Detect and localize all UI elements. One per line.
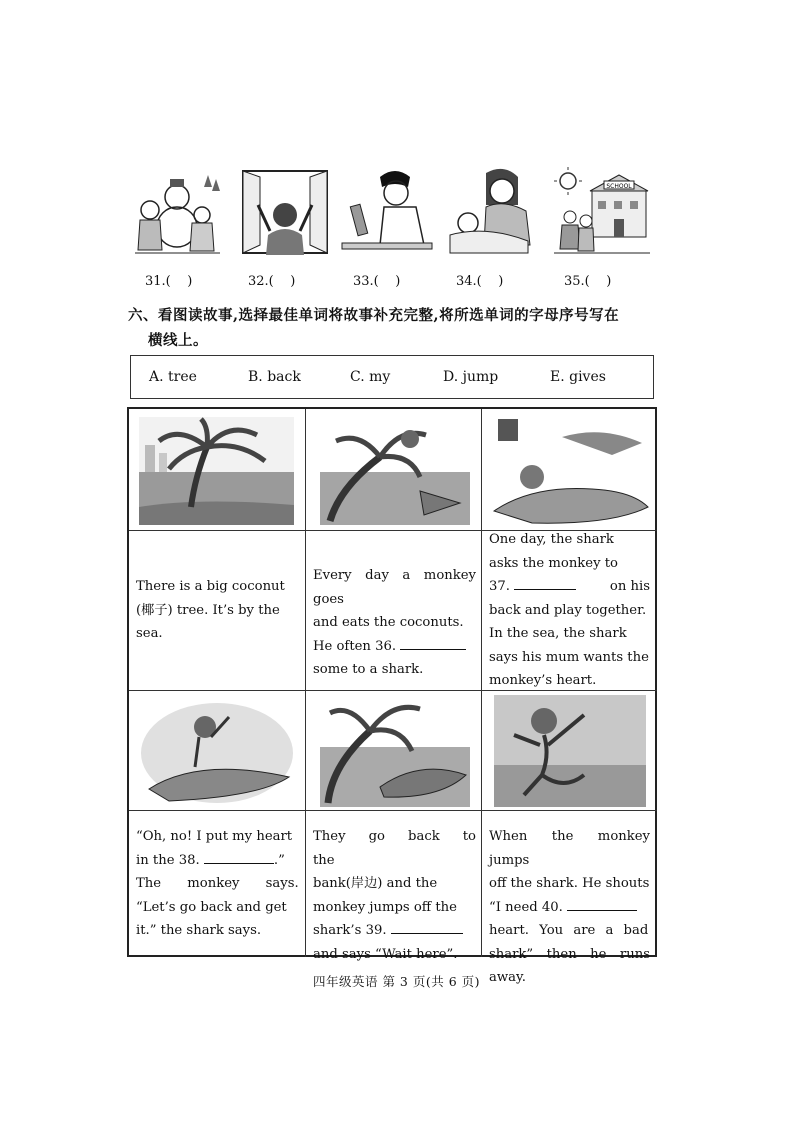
story-picture-5 (306, 691, 482, 811)
story-picture-4 (129, 691, 306, 811)
story-text-cell-6 (482, 811, 657, 985)
c6-line3: “I need 40. (489, 899, 563, 915)
c4-line2-end: .” (273, 852, 285, 868)
c6-line4: heart. You are a bad (489, 923, 649, 938)
c3-line3: 37. (489, 579, 510, 594)
monkey-riding-shark-picture (139, 697, 294, 805)
blank-37[interactable] (514, 575, 576, 590)
blank-39[interactable] (391, 919, 463, 934)
c3-line3b: on his (609, 579, 650, 594)
option-d: D. jump (443, 369, 499, 385)
story-picture-2 (306, 409, 482, 531)
story-text-cell-4 (129, 811, 306, 957)
question-31: 31.( ) (145, 274, 193, 289)
story-text-cell-5 (306, 811, 482, 962)
c3-line1: One day, the shark (489, 532, 614, 547)
story-text-cell-3 (482, 531, 657, 691)
c3-line5: In the sea, the shark (489, 626, 627, 641)
c1-line2: (椰子) tree. It’s by the (136, 602, 280, 618)
reading-boy-picture (340, 165, 435, 257)
c3-line2: asks the monkey to (489, 555, 618, 571)
c4-line1: “Oh, no! I put my heart (136, 829, 293, 844)
c4-line2: in the 38. (136, 852, 200, 868)
monkey-running-picture (494, 695, 646, 807)
blank-40[interactable] (567, 896, 637, 911)
page-footer: 四年级英语 第 3 页(共 6 页) (312, 974, 481, 989)
option-e: E. gives (550, 369, 606, 385)
option-b: B. back (248, 369, 301, 385)
story-text-cell-2 (306, 531, 482, 691)
word-options-box (130, 355, 654, 399)
c5-line2: bank(岸边) and the (313, 876, 438, 891)
c6-line1: When the monkey jumps (489, 829, 650, 868)
c5-line5: and says “Wait here”. (313, 946, 458, 962)
open-window-picture (240, 165, 330, 257)
question-32: 32.( ) (248, 274, 296, 289)
blank-38[interactable] (204, 849, 274, 864)
question-33: 33.( ) (353, 274, 401, 289)
section-six-instruction (128, 303, 668, 353)
c3-line7: monkey’s heart. (489, 673, 597, 688)
monkey-in-tree-picture (320, 417, 470, 525)
shark-by-tree-picture (320, 695, 470, 807)
question-34: 34.( ) (456, 274, 504, 289)
c1-line3: sea. (136, 626, 163, 641)
c4-line4: “Let’s go back and get (136, 899, 287, 915)
c5-line1: They go back to the (313, 829, 476, 868)
monkey-on-shark-picture (492, 415, 650, 527)
blank-36[interactable] (400, 635, 466, 650)
question-number-row (128, 274, 658, 294)
c3-line4: back and play together. (489, 602, 647, 618)
c2-line1: Every day a monkey goes (313, 568, 476, 607)
option-c: C. my (350, 369, 391, 385)
c6-line2: off the shark. He shouts (489, 876, 650, 891)
instruction-line2: 横线上。 (148, 332, 208, 349)
picture-row (128, 165, 658, 260)
snowman-kids-picture (130, 165, 225, 257)
c1-line1: There is a big coconut (136, 579, 285, 594)
question-35: 35.( ) (564, 274, 612, 289)
c2-line3: He often 36. (313, 638, 397, 654)
story-picture-6 (482, 691, 657, 811)
c3-line6: says his mum wants the (489, 649, 649, 665)
c5-line4: shark’s 39. (313, 923, 387, 938)
c4-line5: it.” the shark says. (136, 923, 262, 938)
c2-line4: some to a shark. (313, 662, 424, 677)
mother-child-picture (446, 165, 541, 257)
c6-line5: shark” then he runs away. (489, 946, 650, 985)
option-a: A. tree (149, 369, 197, 385)
c5-line3: monkey jumps off the (313, 899, 457, 915)
story-picture-1 (129, 409, 306, 531)
story-text-cell-1 (129, 531, 306, 691)
story-picture-3 (482, 409, 657, 531)
c2-line2: and eats the coconuts. (313, 615, 464, 630)
instruction-line1: 六、看图读故事,选择最佳单词将故事补充完整,将所选单词的字母序号写在 (128, 307, 620, 324)
school-picture (552, 165, 652, 257)
svg-text:SCHOOL: SCHOOL (606, 183, 632, 190)
c4-line3: The monkey says. (136, 876, 299, 891)
coconut-tree-picture (139, 417, 294, 525)
